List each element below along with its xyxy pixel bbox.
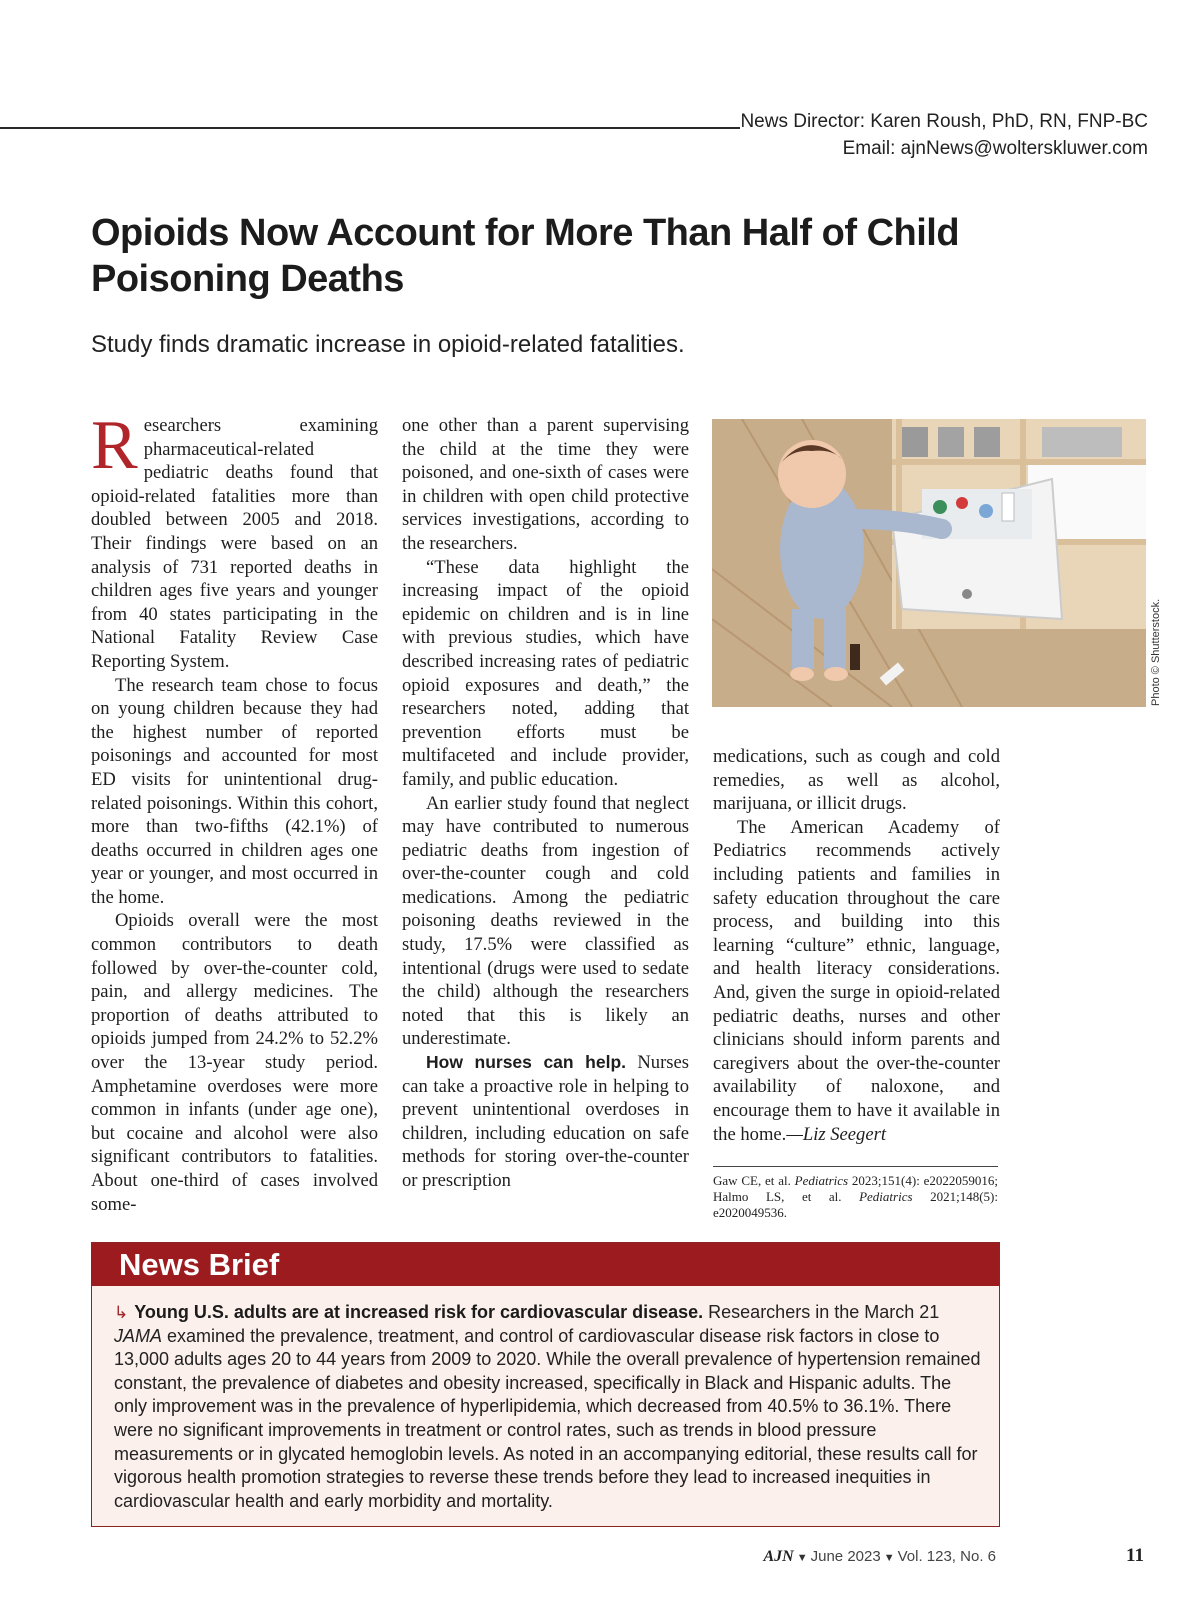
arrow-icon: ↳: [114, 1303, 129, 1322]
news-brief-lead: Young U.S. adults are at increased risk for cardiovascular disease.: [134, 1302, 704, 1322]
news-brief-journal: JAMA: [114, 1325, 163, 1346]
paragraph: Opioids overall were the most common contributors to death followed by over-the-counter cold, pain, and allergy medicines. The proportion of deaths attributed to opioids jumped from 24.2% to 52.2% over the 13-year study period. Amphetamine overdoses were more common in infants (under age one), but cocaine and alcohol were also significant contributors to fatalities. About one-third of cases involved some-: [91, 910, 378, 1215]
paragraph: An earlier study found that neglect may have contributed to numerous pediatric deaths from ingestion of over-the-counter cough and cold medications. Among the pediatric poisoning deaths reviewed in the study, 17.5% were classified as intentional (drugs were used to sedate the child) although the researchers noted that this is likely an underestimate.: [402, 792, 689, 1050]
reference-text: 2023;151(4): e2022059016; Halmo LS, et al.: [713, 1173, 998, 1204]
paragraph-text: esearchers examining pharmaceutical-related pediatric deaths found that opioid-related fatalities more than doubled between 2005 and 2018. Their findings were based on an analysis of 731 reported deaths in children ages five years and younger from 40 states participating in the National Fatality Review Case Reporting System.: [91, 415, 378, 672]
paragraph: [713, 816, 1000, 1146]
paragraph: The research team chose to focus on young children because they had the highest number of reported poisonings and accounted for most ED visits for unintentional drug-related poisonings. Within this cohort, more than two-fifths (42.1%) of deaths occurred in children ages one year or younger, and most occurred in the home.: [91, 674, 378, 908]
news-brief-body: [114, 1301, 981, 1513]
reference-journal: Pediatrics: [859, 1189, 913, 1204]
header-rule: [0, 127, 740, 129]
article-column-2: [402, 414, 689, 1193]
article-subtitle: Study finds dramatic increase in opioid-related fatalities.: [91, 331, 685, 358]
reference-text: 2021;148(5): e2020049536.: [713, 1189, 998, 1220]
issue-volume: Vol. 123, No. 6: [897, 1548, 996, 1565]
article-column-3: [713, 745, 1000, 1146]
author-signature: —Liz Seegert: [786, 1123, 887, 1145]
reference-journal: Pediatrics: [794, 1173, 849, 1188]
child-opening-drawer-illustration: [712, 419, 1146, 707]
triangle-icon: ▼: [883, 1552, 895, 1564]
paragraph-text: Nurses can take a proactive role in helping to prevent unintentional overdoses in children, including education on safe methods for storing over-the-counter or prescription: [402, 1052, 690, 1191]
news-brief-text: Researchers in the March 21: [703, 1302, 940, 1322]
drop-cap: R: [91, 407, 138, 484]
article-title: Opioids Now Account for More Than Half of Child Poisoning Deaths: [91, 212, 960, 300]
journal-name: AJN: [763, 1548, 794, 1565]
page-number: 11: [1126, 1545, 1144, 1566]
paragraph: “These data highlight the increasing impact of the opioid epidemic on children and is in line with previous studies, which have described increasing rates of pediatric opioid exposures and death,” the researchers noted, adding that prevention efforts must be multifaceted and include provider, family, and public education.: [402, 556, 689, 790]
news-brief-heading: News Brief: [92, 1243, 999, 1286]
news-director-credit: [740, 108, 1148, 162]
paragraph: [402, 1051, 689, 1193]
news-email: Email: ajnNews@wolterskluwer.com: [842, 138, 1148, 159]
news-director: News Director: Karen Roush, PhD, RN, FNP-BC: [740, 111, 1148, 132]
photo-credit: Photo © Shutterstock.: [1150, 598, 1162, 706]
footer-issue-info: [764, 1548, 997, 1566]
run-in-heading: How nurses can help.: [426, 1052, 627, 1073]
reference-text: Gaw CE, et al.: [713, 1173, 795, 1188]
news-brief-box: [91, 1242, 1000, 1527]
article-column-1: [91, 407, 378, 1216]
paragraph: [91, 407, 378, 674]
news-brief-text: examined the prevalence, treatment, and control of cardiovascular disease risk factors in close to 13,000 adults ages 20 to 44 years from 2009 to 2020. While the overall prevalence of hypertension remained constant, the prevalence of diabetes and obesity increased, specifically in Black and Hispanic adults. The only improvement was in the prevalence of hyperlipidemia, which decreased from 40.5% to 36.1%. There were no significant improvements in treatment or control rates, such as trends in blood pressure measurements or in glycated hemoglobin levels. As noted in an accompanying editorial, these results call for vigorous health promotion strategies to reverse these trends before they lead to increased inequities in cardiovascular health and early morbidity and mortality.: [114, 1325, 981, 1511]
paragraph: medications, such as cough and cold remedies, as well as alcohol, marijuana, or illicit drugs.: [713, 746, 1000, 815]
paragraph: one other than a parent supervising the child at the time they were poisoned, and one-sixth of cases were in children with open child protective services investigations, according to the researchers.: [402, 415, 689, 554]
triangle-icon: ▼: [796, 1552, 808, 1564]
issue-date: June 2023: [810, 1548, 881, 1565]
references: [713, 1166, 998, 1221]
paragraph-text: The American Academy of Pediatrics recommends actively including patients and families in safety education throughout the care process, and building into this learning “culture” ethnic, language, and health literacy considerations. And, given the surge in opioid-related pediatric deaths, nurses and other clinicians should inform parents and caregivers about the over-the-counter availability of naloxone, and encourage them to have it available in the home.: [713, 816, 1000, 1145]
article-photo: [712, 419, 1146, 707]
